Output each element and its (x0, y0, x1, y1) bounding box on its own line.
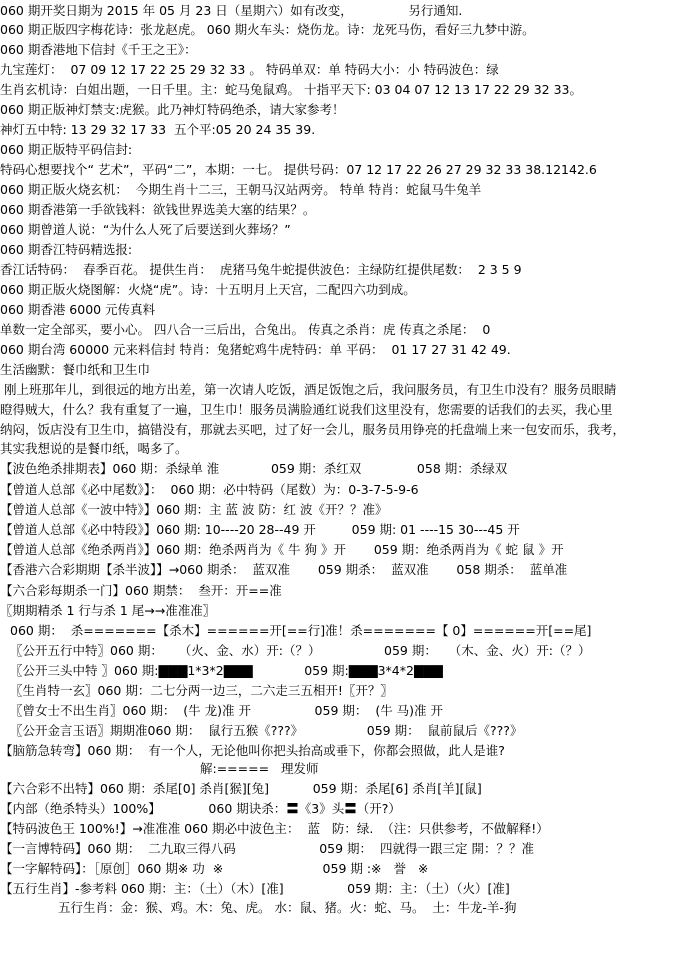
text-line: 〖生肖特一玄〗060 期：二七分两一边三，二六走三五相开!〖开？〗 (10, 683, 393, 698)
text-line: 【曾道人总部《必中特段》】060 期: 10----20 28--49 开 059 期: 01 ----15 30---45 开 (0, 522, 520, 537)
text-line: 【六合彩不出特】060 期：杀尾[0] 杀肖[猴][兔] 059 期：杀尾[6] 杀肖[羊][鼠] (0, 781, 482, 796)
text-line: 瞪得贼大，什么？我有重复了一遍，卫生巾！服务员满脸通红说我们这里没有，您需要的话我们的去买，我心里 (0, 402, 613, 417)
text-line: 060 期香港 6000 元传真料 (0, 302, 156, 317)
text-line: 刚上班那年儿，到很远的地方出差，第一次请人吃饭，酒足饭饱之后，我问服务员，有卫生巾没有？服务员眼睛 (0, 382, 617, 397)
text-line: 解:===== 理发师 (200, 761, 319, 776)
text-line: 060 期香港第一手欲钱料：欲钱世界选美大塞的结果？。 (0, 202, 316, 217)
text-line: 【香港六合彩期期【杀半波】】→060 期杀： 蓝双准 059 期杀： 蓝双准 058 期杀： 蓝单准 (0, 562, 568, 577)
text-line: 【一字解特码】：［原创］060 期※ 功 ※ 059 期 :※ 誉 ※ (0, 861, 429, 876)
text-line: 〖公开金言玉语〗期期准060 期： 鼠行五猴《???》 059 期： 鼠前鼠后《???》 (10, 723, 523, 738)
text-line: 香江话特码： 春季百花。 提供生肖： 虎猪马兔牛蛇提供波色：主绿防红提供尾数： 2 3 5 9 (0, 262, 522, 277)
text-line: 060 期正版火烧图解：火烧“虎”。诗：十五明月上天宫，二配四六功到成。 (0, 282, 416, 297)
text-line: 060 期香港地下信封《千王之王》： (0, 42, 197, 57)
text-line: 060 期台湾 60000 元来料信封 特肖：兔猪蛇鸡牛虎特码：单 平码： 01 17 27 31 42 49. (0, 342, 511, 357)
text-line: 060 期正版神灯禁支:虎猴。此乃神灯特码绝杀，请大家参考！ (0, 102, 345, 117)
text-line: 【内部（绝杀特头）100%】 060 期诀杀：〓《3》头〓（开?） (0, 801, 401, 816)
text-line: 【一言博特码】060 期： 二九取三得八码 059 期： 四就得一跟三定 開：？？准 (0, 841, 534, 856)
text-line: 其实我想说的是餐巾纸，喝多了。 (0, 441, 188, 456)
text-line: 【曾道人总部《必中尾数》】： 060 期：必中特码（尾数）为：0-3-7-5-9-6 (0, 482, 419, 497)
text-line: 特码心想要找个“ 艺术”，平码“二”，本期：一七。 提供号码：07 12 17 22 26 27 29 32 33 38.12142.6 (0, 162, 597, 177)
text-line: 〖曾女士不出生肖〗060 期： (牛 龙)准 开 059 期： (牛 马)准 开 (10, 703, 444, 718)
text-line: 060 期香江特码精选报: (0, 242, 133, 257)
text-line: 神灯五中特: 13 29 32 17 33 五个平:05 20 24 35 39. (0, 122, 316, 137)
text-line: 生活幽默：餐巾纸和卫生巾 (0, 362, 151, 377)
text-line: 纳闷，饭店没有卫生巾，搞错没有，那就去买吧，过了好一会儿，服务员用铮亮的托盘端上来一包安而乐，我考， (0, 422, 626, 437)
text-line: 060 期正版火烧玄机： 今期生肖十二三，王朝马汉站两旁。 特单 特肖：蛇鼠马牛兔羊 (0, 182, 482, 197)
text-line: 060 期： 杀=======【杀木】======开[==行]准！杀=======【 0】======开[==尾] (10, 623, 592, 638)
text-line: 〖公开五行中特〗060 期： （火、金、水）开:（？） 059 期： （木、金、火）开:（？） (10, 643, 591, 658)
text-line: 060 期曾道人说：“为什么人死了后要送到火葬场？” (0, 222, 291, 237)
text-line: 〖期期精杀 1 行与杀 1 尾→→准准准〗 (0, 603, 216, 618)
text-line: 【特码波色王 100%!】→准准准 060 期必中波色主： 蓝 防：绿. （注：只供参考，不做解释!） (0, 821, 549, 836)
text-line: 060 期正版特平码信封: (0, 142, 133, 157)
text-line: 九宝莲灯： 07 09 12 17 22 25 29 32 33 。 特码单双：单 特码大小：小 特码波色：绿 (0, 62, 499, 77)
text-line: 〖公开三头中特 〗060 期:▇▇▇1*3*2▇▇▇ 059 期:▇▇▇3*4*2▇▇▇ (10, 663, 443, 678)
text-line: 【脑筋急转弯】060 期： 有一个人，无论他叫你把头抬高或垂下，你都会照做，此人是谁? (0, 743, 505, 758)
text-line: 060 期开奖日期为 2015 年 05 月 23 日（星期六）如有改变， 另行通知. (0, 3, 463, 18)
text-line: 【五行生肖】-参考料 060 期：主：（土）（木）[准] 059 期：主：（土）（火）[准] (0, 881, 510, 896)
text-line: 【曾道人总部《一波中特》】060 期：主 蓝 波 防：红 波《开？？准》 (0, 502, 388, 517)
text-line: 单数一定全部买，要小心。 四八合一三后出，合兔出。 传真之杀肖：虎 传真之杀尾： 0 (0, 322, 491, 337)
text-line: 【波色绝杀排期表】060 期：杀绿单 淮 059 期：杀红双 058 期：杀绿双 (0, 461, 508, 476)
text-line: 【六合彩每期杀一门】060 期禁： 叁开：开==准 (0, 583, 282, 598)
text-line: 060 期正版四字梅花诗：张龙赵虎。 060 期火车头：烧伤龙。诗：龙死马伤，看好三九梦中游。 (0, 22, 535, 37)
text-line: 【曾道人总部《绝杀两肖》】060 期：绝杀两肖为《 牛 狗 》开 059 期：绝杀两肖为《 蛇 鼠 》开 (0, 542, 564, 557)
text-line: 生肖玄机诗：白姐出题，一日千里。主：蛇马兔鼠鸡。 十指平天下: 03 04 07 12 13 17 22 29 32 33。 (0, 82, 582, 97)
text-line: 五行生肖：金：猴、鸡。木：兔、虎。 水：鼠、猪。火：蛇、马。 土：牛龙-羊-狗 (58, 900, 517, 915)
